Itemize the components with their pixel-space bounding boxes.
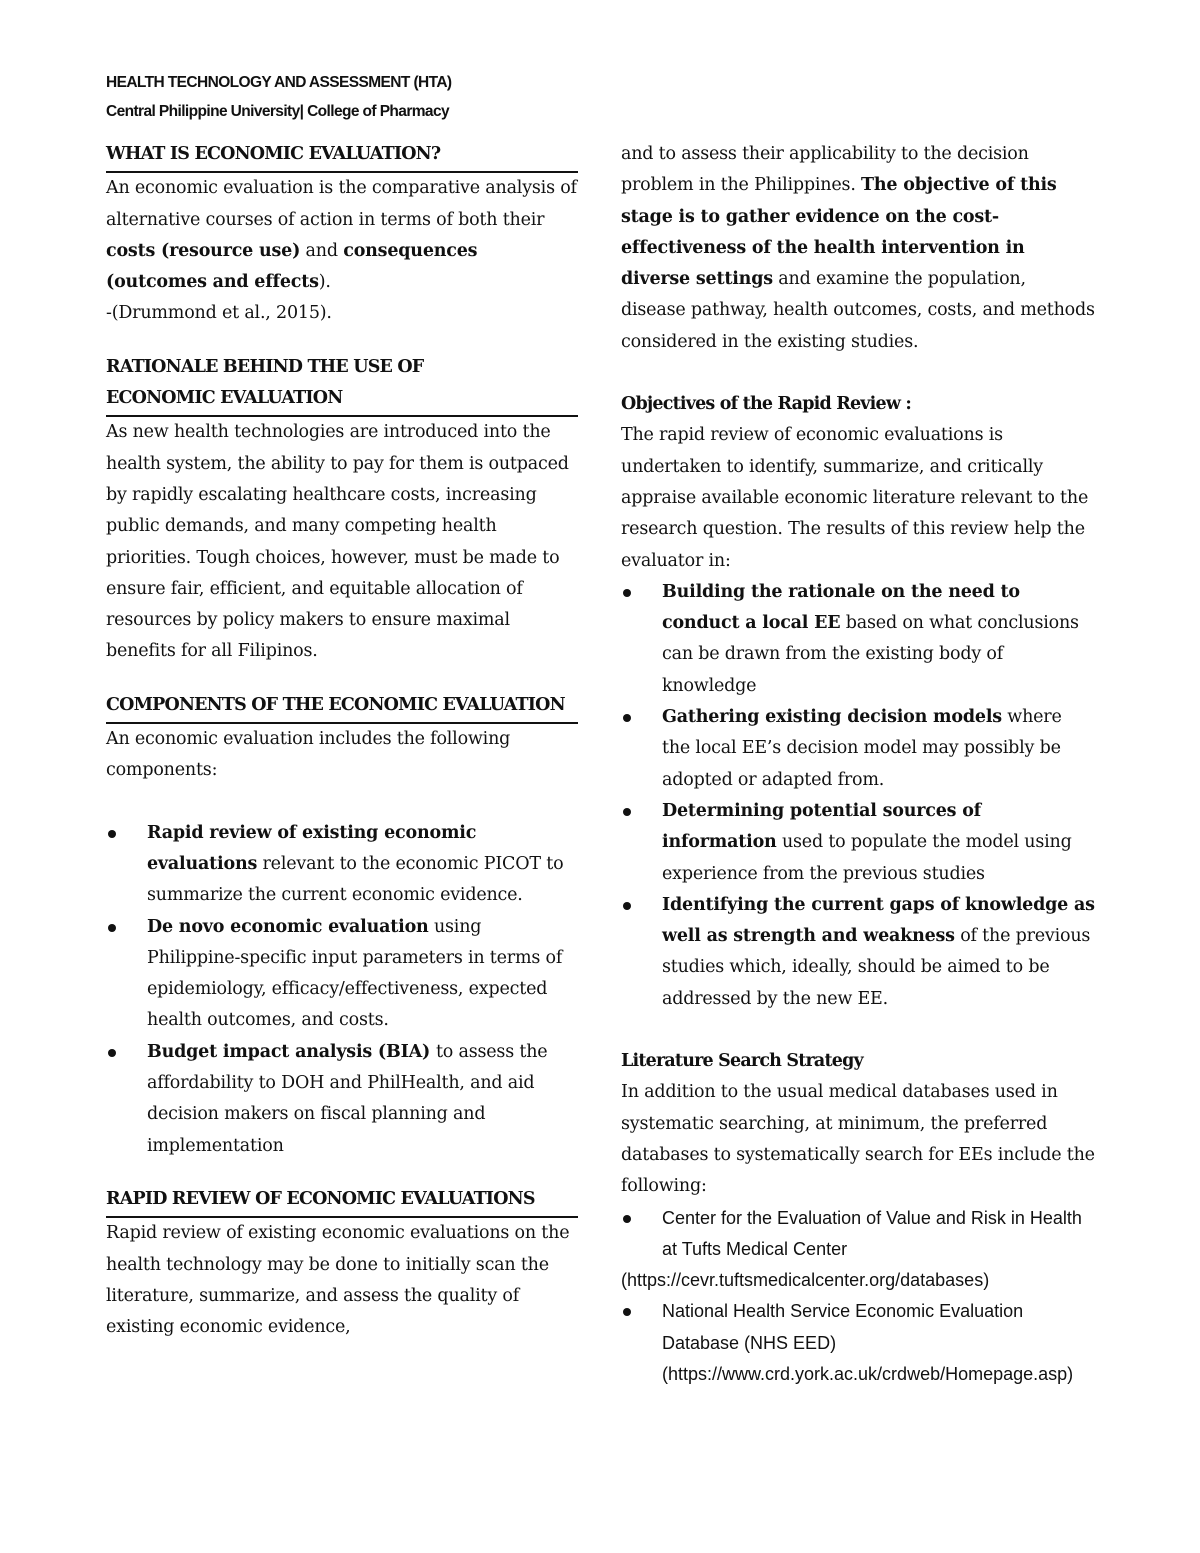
rapid-review-body: Rapid review of existing economic evaluations on the health technology may be done to initially scan the literature, summarize, and assess the quality of existing economic evidence, — [106, 1223, 570, 1338]
definition-end: ). — [318, 272, 331, 293]
list-item — [621, 890, 1095, 1015]
list-item-bold: De novo economic evaluation — [147, 916, 429, 937]
bullet-icon — [623, 902, 631, 910]
continuation-paragraph — [621, 139, 1095, 358]
list-item — [106, 912, 578, 1037]
definition-costs: costs (resource use) — [106, 240, 301, 261]
list-item-text: using Philippine-specific input parameters in terms of epidemiology, efficacy/effectiveness, expected health outcomes, and costs. — [147, 916, 563, 1031]
list-item-text: of the previous studies which, ideally, should be aimed to be addressed by the new EE. — [662, 926, 1091, 1009]
section-what-is — [106, 139, 578, 330]
bullet-icon — [623, 1215, 631, 1223]
list-item-bold: Budget impact analysis (BIA) — [147, 1041, 436, 1062]
literature-intro: In addition to the usual medical databases used in systematic searching, at minimum, the preferred databases to systematically search for EEs include the following: — [621, 1082, 1095, 1197]
databases-list — [621, 1203, 1095, 1266]
database-tufts-url: (https://cevr.tuftsmedicalcenter.org/databases) — [621, 1270, 990, 1291]
bullet-icon — [623, 589, 631, 597]
document-header — [106, 68, 626, 126]
bullet-icon — [623, 714, 631, 722]
heading-rationale-line1: RATIONALE BEHIND THE USE OF — [106, 356, 424, 377]
citation: -(Drummond et al., 2015). — [106, 303, 332, 324]
list-item-text: used to populate the model using experience from the previous studies — [662, 832, 1072, 884]
heading-objectives: Objectives of the Rapid Review : — [621, 394, 912, 415]
heading-what-is — [106, 139, 578, 173]
list-item — [621, 1203, 1095, 1266]
header-institution: Central Philippine University| College of Pharmacy — [106, 103, 449, 120]
bullet-icon — [108, 830, 116, 838]
database-nhs-eed-url: (https://www.crd.york.ac.uk/crdweb/Homepage.asp) — [662, 1363, 1074, 1384]
heading-rapid-review: RAPID REVIEW OF ECONOMIC EVALUATIONS — [106, 1184, 578, 1218]
section-rapid-review — [106, 1184, 578, 1343]
list-item-text: relevant to the economic PICOT to summarize the current economic evidence. — [147, 853, 564, 906]
list-item — [621, 796, 1095, 890]
definition-text: An economic evaluation is the comparative analysis of alternative courses of action in terms of both their — [106, 178, 577, 230]
list-item — [106, 1037, 578, 1162]
list-item — [621, 577, 1095, 702]
list-item-bold: Building the rationale on the need to conduct a local EE — [662, 581, 1020, 634]
heading-rationale-line2: ECONOMIC EVALUATION — [106, 383, 578, 417]
section-literature — [621, 1046, 1095, 1390]
list-item-text: based on what conclusions can be drawn from the existing body of knowledge — [662, 613, 1079, 696]
heading-what-is-suffix: ? — [430, 144, 441, 164]
components-intro: An economic evaluation includes the following components: — [106, 729, 511, 781]
continuation-text: and to assess their applicability to the decision problem in the Philippines. — [621, 144, 1029, 196]
definition-paragraph — [106, 173, 578, 298]
bullet-icon — [108, 1049, 116, 1057]
header-title: HEALTH TECHNOLOGY AND ASSESSMENT (HTA) — [106, 74, 452, 91]
objectives-list — [621, 577, 1095, 1015]
list-item-text: where the local EE’s decision model may possibly be adopted or adapted from. — [662, 707, 1062, 790]
list-item-bold: Identifying the current gaps of knowledge as well as strength and weakness — [662, 894, 1095, 947]
databases-list-2 — [621, 1296, 1095, 1390]
list-item — [621, 1296, 1095, 1390]
bullet-icon — [623, 1308, 631, 1316]
list-item-bold: Gathering existing decision models — [662, 707, 1002, 728]
left-column — [106, 139, 578, 1343]
rationale-body: As new health technologies are introduced into the health system, the ability to pay for them is outpaced by rapidly escalating healthcare costs, increasing public demands, and many competing health priorities. Tough choices, however, must be made to ensure fair, efficient, and equitable allocation of resources by policy makers to ensure maximal benefits for all Filipinos. — [106, 422, 569, 662]
continuation-objective: The objective of this stage is to gather evidence on the cost-effectiveness of the health intervention in diverse settings — [621, 175, 1057, 290]
section-components — [106, 690, 578, 1162]
objectives-intro: The rapid review of economic evaluations is undertaken to identify, summarize, and critically appraise available economic literature relevant to the research question. The results of this review help the evaluator in: — [621, 425, 1089, 571]
list-item — [106, 818, 578, 912]
heading-what-is-prefix: WHAT IS — [106, 144, 195, 164]
list-item — [621, 702, 1095, 796]
definition-consequences: consequences (outcomes and effects — [106, 240, 478, 293]
list-item-text: to assess the affordability to DOH and PhilHealth, and aid decision makers on fiscal planning and implementation — [147, 1041, 548, 1156]
right-column — [621, 139, 1095, 1390]
heading-literature: Literature Search Strategy — [621, 1051, 863, 1072]
section-objectives — [621, 389, 1095, 1015]
components-list — [106, 818, 578, 1162]
heading-what-is-bold: ECONOMIC EVALUATION — [194, 144, 431, 164]
definition-and: and — [300, 240, 344, 261]
list-item-bold: Determining potential sources of information — [662, 800, 981, 853]
database-tufts: Center for the Evaluation of Value and Risk in Health at Tufts Medical Center — [662, 1207, 1082, 1259]
continuation-rest: and examine the population, disease pathway, health outcomes, costs, and methods considered in the existing studies. — [621, 269, 1095, 352]
heading-components: COMPONENTS OF THE ECONOMIC EVALUATION — [106, 690, 578, 724]
list-item-bold: Rapid review of existing economic evaluations — [147, 822, 477, 874]
database-nhs-eed: National Health Service Economic Evaluation Database (NHS EED) — [662, 1301, 1024, 1353]
section-rationale — [106, 352, 578, 668]
bullet-icon — [623, 808, 631, 816]
bullet-icon — [108, 924, 116, 932]
